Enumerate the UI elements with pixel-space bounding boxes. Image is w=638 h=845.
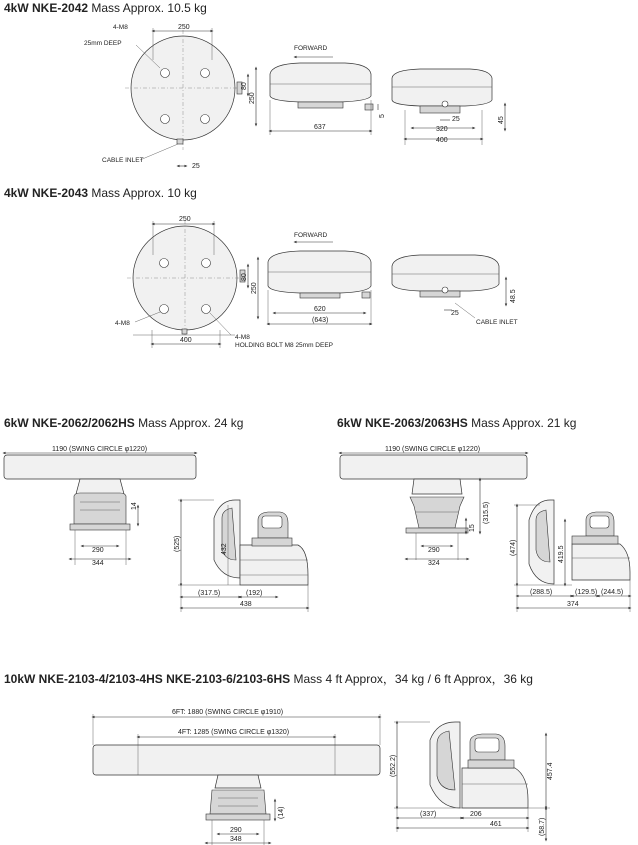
dim-315-5: (315.5): [483, 501, 490, 524]
bolt-hole: [202, 305, 211, 314]
dim-250-top: 250: [178, 24, 190, 31]
label-4-m8: 4-M8: [113, 24, 128, 31]
dim-14: 14: [131, 502, 138, 510]
dim-250-vert: 250: [251, 282, 258, 294]
nke-2043-front-view: [392, 255, 506, 318]
dim-80: 80: [241, 273, 248, 281]
bolt-hole: [202, 259, 211, 268]
dim-552-2: (552.2): [390, 754, 397, 777]
dim-58-7: (58.7): [539, 817, 546, 836]
dim-206: 206: [470, 811, 482, 818]
dim-14: (14): [278, 806, 285, 819]
dim-457-4: 457.4: [547, 762, 554, 780]
dim-swing-6ft: 6FT: 1880 (SWING CIRCLE φ1910): [172, 709, 284, 716]
dim-129-5: (129.5): [575, 589, 598, 596]
label-cable-inlet: CABLE INLET: [102, 157, 144, 164]
label-25mm-deep: 25mm DEEP: [84, 40, 122, 47]
label-holding-bolt: HOLDING BOLT M8 25mm DEEP: [235, 342, 334, 349]
mass-text: Mass 4 ft Approx，34 kg / 6 ft Approx，36 kg: [293, 672, 533, 686]
bolt-hole: [201, 69, 210, 78]
bolt-hole: [160, 305, 169, 314]
dim-525: (525): [174, 535, 181, 552]
dim-250-top: 250: [179, 216, 191, 223]
dim-637: 637: [314, 124, 326, 131]
dim-461: 461: [490, 821, 502, 828]
nke-2042-front-view: [392, 69, 505, 145]
model-name: 4kW NKE-2042: [4, 1, 89, 15]
dim-320: 320: [436, 126, 448, 133]
model-name: 10kW NKE-2103-4/2103-4HS NKE-2103-6/2103-6HS: [4, 672, 291, 686]
dim-192: (192): [246, 590, 263, 597]
bolt-hole: [161, 115, 170, 124]
nke-2103-side-view: [394, 722, 550, 840]
model-name: 6kW NKE-2062/2062HS: [4, 416, 135, 430]
nke-2063-front-view: [340, 453, 527, 560]
dim-400: 400: [436, 137, 448, 144]
nke-2042-top-view: [125, 28, 256, 166]
label-4-m8-right: 4-M8: [235, 334, 250, 341]
dim-348: 348: [230, 836, 242, 843]
dim-419-5: 419.5: [558, 545, 565, 563]
dim-643: (643): [312, 317, 329, 324]
dim-15: 15: [469, 524, 476, 532]
dim-80: 80: [241, 82, 248, 90]
dim-244-5: (244.5): [601, 589, 624, 596]
dim-25-cable: 25: [192, 163, 200, 170]
dim-290: 290: [428, 547, 440, 554]
nke-2043-top-view: [127, 220, 258, 348]
dim-290: 290: [230, 827, 242, 834]
dim-337: (337): [420, 811, 437, 818]
dim-400: 400: [180, 337, 192, 344]
mass-text: Mass Approx. 24 kg: [138, 416, 244, 430]
dim-48-5: 48.5: [510, 289, 517, 303]
dim-474: (474): [510, 539, 517, 556]
dim-288-5: (288.5): [530, 589, 553, 596]
bolt-hole: [201, 115, 210, 124]
dim-25: 25: [451, 310, 459, 317]
bolt-hole: [161, 69, 170, 78]
bolt-hole: [160, 259, 169, 268]
dim-swing: 1190 (SWING CIRCLE φ1220): [52, 446, 148, 453]
dim-438: 438: [240, 601, 252, 608]
mass-text: Mass Approx. 10 kg: [91, 186, 197, 200]
model-name: 4kW NKE-2043: [4, 186, 89, 200]
dim-45: 45: [498, 116, 505, 124]
dim-25-front: 25: [452, 116, 460, 123]
dim-317-5: (317.5): [198, 590, 221, 597]
dim-5: 5: [379, 114, 386, 118]
label-forward: FORWARD: [294, 232, 328, 239]
label-forward: FORWARD: [294, 45, 328, 52]
dim-324: 324: [428, 560, 440, 567]
dim-swing: 1190 (SWING CIRCLE φ1220): [385, 446, 481, 453]
dim-432: 432: [221, 543, 228, 555]
model-name: 6kW NKE-2063/2063HS: [337, 416, 468, 430]
label-cable-inlet: CABLE INLET: [476, 319, 518, 326]
mass-text: Mass Approx. 10.5 kg: [91, 1, 207, 15]
label-4-m8-left: 4-M8: [115, 320, 130, 327]
dim-344: 344: [92, 560, 104, 567]
dim-620: 620: [314, 306, 326, 313]
dim-374: 374: [567, 601, 579, 608]
dim-swing-4ft: 4FT: 1285 (SWING CIRCLE φ1320): [178, 729, 290, 736]
dim-250-vert: 250: [249, 92, 256, 104]
dim-290: 290: [92, 547, 104, 554]
mass-text: Mass Approx. 21 kg: [471, 416, 577, 430]
